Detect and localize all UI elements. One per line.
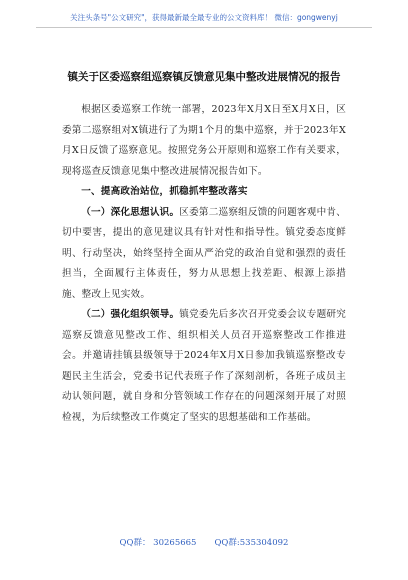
footer-qq-2: QQ群:535304092 [214, 538, 289, 548]
banner-text: 关注头条号"公文研究"，获得最新最全最专业的公文资料库！ 微信：gongwenyj [70, 13, 338, 22]
footer-contact [0, 536, 408, 548]
paragraph-item-2 [62, 305, 346, 428]
item-1-body: 区委第二巡察组反馈的问题客观中肯、切中要害，提出的意见建议具有针对性和指导性。镇党委态度鲜明、行动坚决，始终坚持全面从严治党的政治自觉和强烈的责任担当，全面履行主体责任，努力从思想上找差距、根源上添措施、整改上见实效。 [62, 206, 347, 300]
section-heading-1: 一、提高政治站位，抓稳抓牢整改落实 [81, 186, 248, 197]
document-title: 镇关于区委巡察组巡察镇反馈意见集中整改进展情况的报告 [67, 71, 341, 83]
paragraph-item-1 [62, 203, 346, 306]
document-body [62, 68, 346, 428]
item-1-lead: （一）深化思想认识。 [81, 206, 180, 218]
intro-paragraph: 根据区委巡察工作统一部署，2023年X月X日至X月X日，区委第二巡察组对X镇进行了为期1个月的集中巡察，并于2023年X月X日反馈了巡察意见。按照党务公开原则和巡察工作有关要求，现将巡查反馈意见集中整改进展情况报告如下。 [62, 104, 346, 177]
item-2-lead: （二）强化组织领导。 [81, 309, 180, 320]
footer-qq-1: QQ群： 30265665 [119, 538, 197, 548]
item-2-body: 镇党委先后多次召开党委会议专题研究巡察反馈意见整改工作、组织相关人员召开巡察整改工作推进会。并邀请挂镇县级领导于2024年X月X日参加我镇巡察整改专题民主生活会，党委书记代表班子作了深刻剖析，各班子成员主动认领问题，就自身和分管领域工作存在的问题深刻开展了对照检视，为后续整改工作奠定了坚实的思想基础和工作基础。 [62, 309, 347, 423]
header-banner [36, 12, 372, 28]
